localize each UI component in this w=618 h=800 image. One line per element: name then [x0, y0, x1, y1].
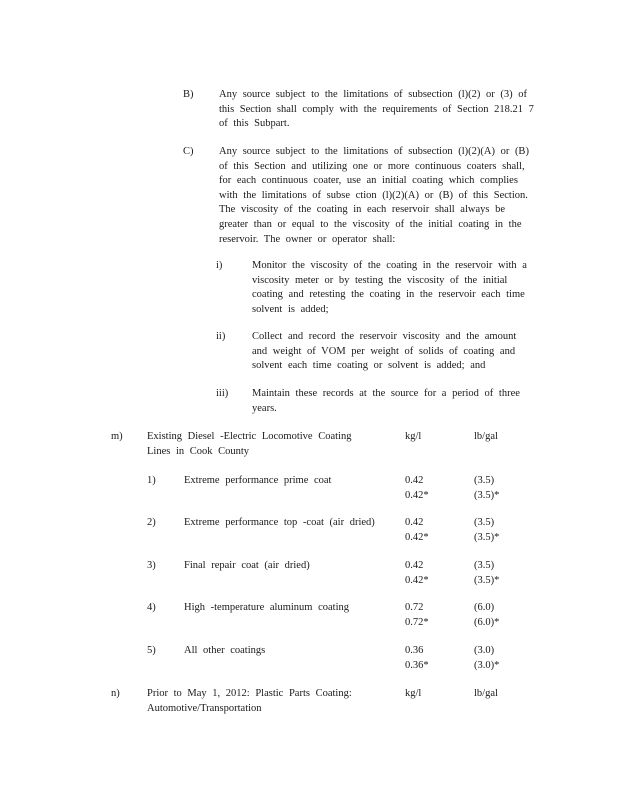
lb-value: (3.0)* [474, 659, 500, 671]
item-c-label: C) [183, 146, 194, 157]
sub-item-i-label: i) [216, 260, 223, 271]
table-row-number: 5) [147, 645, 156, 656]
table-row-lb-values [474, 516, 499, 545]
lb-value: (3.0) [474, 645, 495, 656]
table-row-kg-values [405, 601, 429, 630]
table-row-number: 1) [147, 475, 156, 486]
table-row-description: High -temperature aluminum coating [184, 602, 349, 613]
table-row-lb-values [474, 644, 499, 673]
item-m-unit-kg: kg/l [405, 431, 422, 442]
sub-item-i-line: solvent is added; [252, 303, 329, 315]
table-row-description: Final repair coat (air dried) [184, 560, 310, 571]
sub-item-ii-label: ii) [216, 331, 226, 342]
sub-item-ii-line: solvent each time coating or solvent is added; and [252, 360, 486, 372]
sub-item-ii-text [252, 330, 516, 374]
item-n-unit-lb: lb/gal [474, 688, 498, 699]
item-b-label: B) [183, 89, 194, 100]
sub-item-i-line: Monitor the viscosity of the coating in the reservoir with a [252, 260, 527, 271]
sub-item-iii-line: years. [252, 402, 277, 414]
table-row-number: 2) [147, 517, 156, 528]
table-row-number: 3) [147, 560, 156, 571]
kg-value: 0.36* [405, 659, 429, 671]
lb-value: (3.5) [474, 475, 495, 486]
item-n-title [147, 687, 352, 716]
kg-value: 0.42 [405, 475, 424, 486]
item-b-line: this Section shall comply with the requirements of Section 218.21 7 [219, 103, 534, 115]
item-m-label: m) [111, 431, 123, 442]
item-c-line: with the limitations of subse ction (l)(2)(A) or (B) of this Section. [219, 189, 528, 201]
sub-item-iii-line: Maintain these records at the source for a period of three [252, 388, 520, 399]
kg-value: 0.42 [405, 517, 424, 528]
lb-value: (3.5) [474, 560, 495, 571]
table-row-kg-values [405, 559, 429, 588]
table-row-lb-values [474, 559, 499, 588]
lb-value: (6.0)* [474, 616, 500, 628]
item-b-line: of this Subpart. [219, 118, 290, 130]
item-n-label: n) [111, 688, 120, 699]
kg-value: 0.72 [405, 602, 424, 613]
lb-value: (3.5) [474, 517, 495, 528]
kg-value: 0.36 [405, 645, 424, 656]
kg-value: 0.72* [405, 616, 429, 628]
item-m-title-line: Existing Diesel -Electric Locomotive Coating [147, 431, 352, 442]
sub-item-ii-line: and weight of VOM per weight of solids of coating and [252, 345, 516, 357]
item-m-unit-lb: lb/gal [474, 431, 498, 442]
item-b-line: Any source subject to the limitations of subsection (l)(2) or (3) of [219, 89, 527, 100]
table-row-lb-values [474, 601, 499, 630]
item-c-line: of this Section and utilizing one or more continuous coaters shall, [219, 160, 525, 172]
sub-item-i-text [252, 259, 527, 317]
kg-value: 0.42* [405, 531, 429, 543]
item-c-line: reservoir. The owner or operator shall: [219, 233, 396, 245]
sub-item-i-line: viscosity meter or by testing the viscosity of the initial [252, 274, 508, 286]
item-m-title [147, 430, 351, 459]
item-c-line: greater than or equal to the viscosity of the initial coating in the [219, 218, 522, 230]
table-row-kg-values [405, 474, 429, 503]
item-c-line: for each continuous coater, use an initial coating which complies [219, 175, 518, 187]
item-c-line: The viscosity of the coating in each reservoir shall always be [219, 204, 505, 216]
kg-value: 0.42* [405, 489, 429, 501]
item-n-title-line: Automotive/Transportation [147, 702, 262, 714]
table-row-kg-values [405, 644, 429, 673]
item-m-title-line: Lines in Cook County [147, 445, 250, 457]
lb-value: (3.5)* [474, 531, 500, 543]
kg-value: 0.42* [405, 574, 429, 586]
sub-item-iii-label: iii) [216, 388, 229, 399]
sub-item-i-line: coating and retesting the coating in the reservoir each time [252, 289, 525, 301]
sub-item-ii-line: Collect and record the reservoir viscosity and the amount [252, 331, 517, 342]
table-row-description: Extreme performance prime coat [184, 475, 332, 486]
table-row-lb-values [474, 474, 499, 503]
table-row-description: All other coatings [184, 645, 266, 656]
lb-value: (6.0) [474, 602, 495, 613]
table-row-description: Extreme performance top -coat (air dried) [184, 517, 375, 528]
sub-item-iii-text [252, 387, 520, 416]
item-c-text [219, 145, 529, 247]
item-n-unit-kg: kg/l [405, 688, 422, 699]
item-c-line: Any source subject to the limitations of subsection (l)(2)(A) or (B) [219, 146, 529, 157]
lb-value: (3.5)* [474, 489, 500, 501]
lb-value: (3.5)* [474, 574, 500, 586]
table-row-kg-values [405, 516, 429, 545]
item-b-text [219, 88, 534, 132]
table-row-number: 4) [147, 602, 156, 613]
kg-value: 0.42 [405, 560, 424, 571]
item-n-title-line: Prior to May 1, 2012: Plastic Parts Coating: [147, 688, 352, 699]
